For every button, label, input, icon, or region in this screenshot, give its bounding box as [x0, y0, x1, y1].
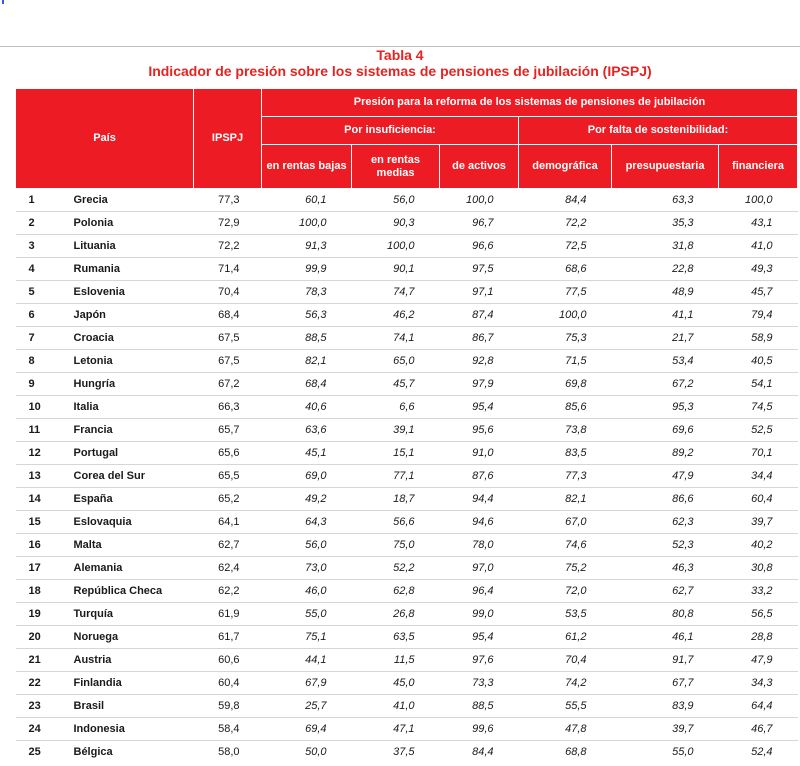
demographic-cell: 83,5	[519, 442, 612, 465]
middle-income-cell: 52,2	[352, 557, 440, 580]
low-income-cell: 88,5	[262, 327, 352, 350]
low-income-cell: 56,3	[262, 304, 352, 327]
ipspj-cell: 68,4	[194, 304, 262, 327]
table-title-block	[0, 47, 800, 80]
financial-cell: 70,1	[719, 442, 798, 465]
financial-cell: 41,0	[719, 235, 798, 258]
country-cell: Letonia	[72, 350, 194, 373]
middle-income-cell: 26,8	[352, 603, 440, 626]
table-subtitle: Indicador de presión sobre los sistemas de pensiones de jubilación (IPSPJ)	[148, 63, 652, 79]
active-cell: 95,4	[440, 626, 519, 649]
rank-cell: 12	[16, 442, 72, 465]
rank-cell: 2	[16, 212, 72, 235]
demographic-cell: 73,8	[519, 419, 612, 442]
financial-cell: 39,7	[719, 511, 798, 534]
budgetary-cell: 67,2	[612, 373, 719, 396]
ipspj-cell: 71,4	[194, 258, 262, 281]
budgetary-cell: 62,7	[612, 580, 719, 603]
ipspj-cell: 70,4	[194, 281, 262, 304]
active-cell: 99,6	[440, 718, 519, 741]
budgetary-cell: 53,4	[612, 350, 719, 373]
rank-cell: 23	[16, 695, 72, 718]
demographic-cell: 72,5	[519, 235, 612, 258]
financial-cell: 34,4	[719, 465, 798, 488]
low-income-cell: 55,0	[262, 603, 352, 626]
ipspj-cell: 60,6	[194, 649, 262, 672]
country-cell: España	[72, 488, 194, 511]
active-cell: 94,4	[440, 488, 519, 511]
rank-cell: 3	[16, 235, 72, 258]
active-cell: 73,3	[440, 672, 519, 695]
ipspj-cell: 66,3	[194, 396, 262, 419]
demographic-cell: 72,2	[519, 212, 612, 235]
middle-income-cell: 6,6	[352, 396, 440, 419]
table-row	[16, 258, 798, 281]
header-country: País	[16, 89, 194, 189]
low-income-cell: 69,0	[262, 465, 352, 488]
rank-cell: 8	[16, 350, 72, 373]
ipspj-cell: 59,8	[194, 695, 262, 718]
budgetary-cell: 89,2	[612, 442, 719, 465]
middle-income-cell: 18,7	[352, 488, 440, 511]
demographic-cell: 82,1	[519, 488, 612, 511]
country-cell: Polonia	[72, 212, 194, 235]
active-cell: 97,0	[440, 557, 519, 580]
country-cell: Italia	[72, 396, 194, 419]
country-cell: Francia	[72, 419, 194, 442]
low-income-cell: 75,1	[262, 626, 352, 649]
active-cell: 86,7	[440, 327, 519, 350]
ipspj-cell: 61,9	[194, 603, 262, 626]
rank-cell: 13	[16, 465, 72, 488]
header-ipspj: IPSPJ	[194, 89, 262, 189]
active-cell: 91,0	[440, 442, 519, 465]
table-row	[16, 580, 798, 603]
demographic-cell: 71,5	[519, 350, 612, 373]
table-row	[16, 672, 798, 695]
table-row	[16, 718, 798, 741]
country-cell: Indonesia	[72, 718, 194, 741]
financial-cell: 28,8	[719, 626, 798, 649]
middle-income-cell: 90,1	[352, 258, 440, 281]
low-income-cell: 78,3	[262, 281, 352, 304]
demographic-cell: 100,0	[519, 304, 612, 327]
financial-cell: 60,4	[719, 488, 798, 511]
table-row	[16, 327, 798, 350]
middle-income-cell: 41,0	[352, 695, 440, 718]
budgetary-cell: 21,7	[612, 327, 719, 350]
financial-cell: 100,0	[719, 189, 798, 212]
ipspj-cell: 62,4	[194, 557, 262, 580]
demographic-cell: 74,2	[519, 672, 612, 695]
financial-cell: 49,3	[719, 258, 798, 281]
rank-cell: 7	[16, 327, 72, 350]
table-row	[16, 741, 798, 764]
financial-cell: 52,5	[719, 419, 798, 442]
table-row	[16, 304, 798, 327]
budgetary-cell: 31,8	[612, 235, 719, 258]
demographic-cell: 84,4	[519, 189, 612, 212]
demographic-cell: 68,6	[519, 258, 612, 281]
rank-cell: 24	[16, 718, 72, 741]
rank-cell: 14	[16, 488, 72, 511]
country-cell: República Checa	[72, 580, 194, 603]
financial-cell: 56,5	[719, 603, 798, 626]
financial-cell: 46,7	[719, 718, 798, 741]
rank-cell: 21	[16, 649, 72, 672]
table-row	[16, 534, 798, 557]
active-cell: 96,7	[440, 212, 519, 235]
country-cell: Eslovenia	[72, 281, 194, 304]
middle-income-cell: 47,1	[352, 718, 440, 741]
budgetary-cell: 46,3	[612, 557, 719, 580]
demographic-cell: 85,6	[519, 396, 612, 419]
middle-income-cell: 74,7	[352, 281, 440, 304]
financial-cell: 74,5	[719, 396, 798, 419]
middle-income-cell: 45,7	[352, 373, 440, 396]
active-cell: 94,6	[440, 511, 519, 534]
country-cell: Portugal	[72, 442, 194, 465]
active-cell: 95,6	[440, 419, 519, 442]
budgetary-cell: 69,6	[612, 419, 719, 442]
active-cell: 96,4	[440, 580, 519, 603]
rank-cell: 18	[16, 580, 72, 603]
rank-cell: 17	[16, 557, 72, 580]
financial-cell: 30,8	[719, 557, 798, 580]
low-income-cell: 45,1	[262, 442, 352, 465]
country-cell: Turquía	[72, 603, 194, 626]
low-income-cell: 63,6	[262, 419, 352, 442]
header-insufficiency: Por insuficiencia:	[262, 117, 519, 145]
demographic-cell: 77,5	[519, 281, 612, 304]
financial-cell: 64,4	[719, 695, 798, 718]
rank-cell: 20	[16, 626, 72, 649]
table-row	[16, 603, 798, 626]
budgetary-cell: 83,9	[612, 695, 719, 718]
financial-cell: 54,1	[719, 373, 798, 396]
budgetary-cell: 41,1	[612, 304, 719, 327]
low-income-cell: 25,7	[262, 695, 352, 718]
corner-mark	[2, 0, 4, 4]
middle-income-cell: 11,5	[352, 649, 440, 672]
active-cell: 100,0	[440, 189, 519, 212]
financial-cell: 79,4	[719, 304, 798, 327]
middle-income-cell: 37,5	[393, 746, 415, 758]
budgetary-cell: 22,8	[612, 258, 719, 281]
financial-cell: 58,9	[719, 327, 798, 350]
budgetary-cell: 91,7	[612, 649, 719, 672]
table-row	[16, 695, 798, 718]
table-row	[16, 442, 798, 465]
middle-income-cell: 74,1	[352, 327, 440, 350]
low-income-cell: 40,6	[262, 396, 352, 419]
ipspj-cell: 62,2	[194, 580, 262, 603]
table-header	[16, 89, 798, 189]
header-low-income: en rentas bajas	[262, 145, 352, 189]
demographic-cell: 75,2	[519, 557, 612, 580]
header-demographic: demográfica	[519, 145, 612, 189]
budgetary-cell: 67,7	[612, 672, 719, 695]
middle-income-cell: 63,5	[352, 626, 440, 649]
middle-income-cell: 56,0	[352, 189, 440, 212]
budgetary-cell: 47,9	[612, 465, 719, 488]
low-income-cell: 50,0	[305, 746, 327, 758]
demographic-cell: 75,3	[519, 327, 612, 350]
country-cell: Noruega	[72, 626, 194, 649]
budgetary-cell: 46,1	[612, 626, 719, 649]
middle-income-cell: 65,0	[352, 350, 440, 373]
table-row	[16, 511, 798, 534]
country-cell: Hungría	[72, 373, 194, 396]
financial-cell: 40,5	[719, 350, 798, 373]
table-title: Tabla 4	[376, 47, 424, 63]
financial-cell: 33,2	[719, 580, 798, 603]
active-cell: 87,6	[440, 465, 519, 488]
ipspj-cell: 65,5	[194, 465, 262, 488]
demographic-cell: 70,4	[519, 649, 612, 672]
low-income-cell: 68,4	[262, 373, 352, 396]
country-cell: Finlandia	[72, 672, 194, 695]
budgetary-cell: 95,3	[612, 396, 719, 419]
budgetary-cell: 86,6	[612, 488, 719, 511]
demographic-cell: 61,2	[519, 626, 612, 649]
header-middle-income: en rentas medias	[352, 145, 440, 189]
ipspj-cell: 65,7	[194, 419, 262, 442]
ipspj-cell: 58,0	[218, 746, 240, 758]
country-cell: Lituania	[72, 235, 194, 258]
country-cell: Brasil	[72, 695, 194, 718]
rank-cell: 5	[16, 281, 72, 304]
active-cell: 78,0	[440, 534, 519, 557]
budgetary-cell: 39,7	[612, 718, 719, 741]
low-income-cell: 69,4	[262, 718, 352, 741]
low-income-cell: 82,1	[262, 350, 352, 373]
active-cell: 99,0	[440, 603, 519, 626]
middle-income-cell: 62,8	[352, 580, 440, 603]
table-body	[16, 189, 798, 764]
table-row	[16, 373, 798, 396]
demographic-cell: 47,8	[519, 718, 612, 741]
country-cell: Bélgica	[73, 746, 113, 758]
financial-cell: 52,4	[751, 746, 773, 758]
rank-cell: 19	[16, 603, 72, 626]
ipspj-cell: 72,2	[194, 235, 262, 258]
active-cell: 97,1	[440, 281, 519, 304]
demographic-cell: 69,8	[519, 373, 612, 396]
low-income-cell: 91,3	[262, 235, 352, 258]
rank-cell: 6	[16, 304, 72, 327]
header-financial: financiera	[719, 145, 798, 189]
table-row	[16, 488, 798, 511]
demographic-cell: 55,5	[519, 695, 612, 718]
header-sustainability: Por falta de sostenibilidad:	[519, 117, 798, 145]
table-row	[16, 235, 798, 258]
active-cell: 87,4	[440, 304, 519, 327]
rank-cell: 9	[16, 373, 72, 396]
active-cell: 92,8	[440, 350, 519, 373]
country-cell: Malta	[72, 534, 194, 557]
country-cell: Croacia	[72, 327, 194, 350]
table-row	[16, 465, 798, 488]
ipspj-cell: 65,6	[194, 442, 262, 465]
budgetary-cell: 62,3	[612, 511, 719, 534]
rank-cell: 16	[16, 534, 72, 557]
middle-income-cell: 39,1	[352, 419, 440, 442]
rank-cell: 1	[16, 189, 72, 212]
low-income-cell: 99,9	[262, 258, 352, 281]
ipspj-cell: 67,5	[194, 350, 262, 373]
budgetary-cell: 63,3	[612, 189, 719, 212]
low-income-cell: 46,0	[262, 580, 352, 603]
demographic-cell: 74,6	[519, 534, 612, 557]
active-cell: 84,4	[472, 746, 494, 758]
country-cell: Eslovaquia	[72, 511, 194, 534]
active-cell: 96,6	[440, 235, 519, 258]
budgetary-cell: 48,9	[612, 281, 719, 304]
low-income-cell: 44,1	[262, 649, 352, 672]
active-cell: 97,5	[440, 258, 519, 281]
active-cell: 97,9	[440, 373, 519, 396]
table-row	[16, 350, 798, 373]
ipspj-cell: 64,1	[194, 511, 262, 534]
low-income-cell: 49,2	[262, 488, 352, 511]
active-cell: 97,6	[440, 649, 519, 672]
ipspj-cell: 62,7	[194, 534, 262, 557]
middle-income-cell: 100,0	[352, 235, 440, 258]
rank-cell: 11	[16, 419, 72, 442]
rank-cell: 4	[16, 258, 72, 281]
ipspj-cell: 65,2	[194, 488, 262, 511]
financial-cell: 34,3	[719, 672, 798, 695]
table-row	[16, 281, 798, 304]
rank-cell: 10	[16, 396, 72, 419]
table-row	[16, 649, 798, 672]
demographic-cell: 68,8	[565, 746, 587, 758]
low-income-cell: 73,0	[262, 557, 352, 580]
low-income-cell: 56,0	[262, 534, 352, 557]
budgetary-cell: 55,0	[672, 746, 694, 758]
ipspj-cell: 77,3	[194, 189, 262, 212]
country-cell: Grecia	[72, 189, 194, 212]
budgetary-cell: 52,3	[612, 534, 719, 557]
rank-cell: 15	[16, 511, 72, 534]
ipspj-cell: 58,4	[194, 718, 262, 741]
financial-cell: 45,7	[719, 281, 798, 304]
country-cell: Alemania	[72, 557, 194, 580]
demographic-cell: 67,0	[519, 511, 612, 534]
demographic-cell: 72,0	[519, 580, 612, 603]
middle-income-cell: 90,3	[352, 212, 440, 235]
budgetary-cell: 35,3	[612, 212, 719, 235]
table-row	[16, 189, 798, 212]
country-cell: Rumania	[72, 258, 194, 281]
country-cell: Corea del Sur	[72, 465, 194, 488]
middle-income-cell: 46,2	[352, 304, 440, 327]
table-row	[16, 557, 798, 580]
header-active: de activos	[440, 145, 519, 189]
financial-cell: 40,2	[719, 534, 798, 557]
ipspj-cell: 61,7	[194, 626, 262, 649]
rank-cell: 25	[28, 746, 41, 758]
active-cell: 95,4	[440, 396, 519, 419]
ipspj-cell: 67,2	[194, 373, 262, 396]
rank-cell: 22	[16, 672, 72, 695]
middle-income-cell: 15,1	[352, 442, 440, 465]
budgetary-cell: 80,8	[612, 603, 719, 626]
table-row	[16, 212, 798, 235]
low-income-cell: 60,1	[262, 189, 352, 212]
middle-income-cell: 56,6	[352, 511, 440, 534]
table-row	[16, 419, 798, 442]
middle-income-cell: 45,0	[352, 672, 440, 695]
demographic-cell: 53,5	[519, 603, 612, 626]
low-income-cell: 67,9	[262, 672, 352, 695]
demographic-cell: 77,3	[519, 465, 612, 488]
ipspj-table	[15, 88, 798, 763]
low-income-cell: 64,3	[262, 511, 352, 534]
financial-cell: 47,9	[719, 649, 798, 672]
country-cell: Austria	[72, 649, 194, 672]
middle-income-cell: 75,0	[352, 534, 440, 557]
ipspj-cell: 67,5	[194, 327, 262, 350]
low-income-cell: 100,0	[262, 212, 352, 235]
header-budgetary: presupuestaria	[612, 145, 719, 189]
table-row	[16, 626, 798, 649]
middle-income-cell: 77,1	[352, 465, 440, 488]
table-row	[16, 396, 798, 419]
header-pressure: Presión para la reforma de los sistemas de pensiones de jubilación	[262, 89, 798, 117]
country-cell: Japón	[72, 304, 194, 327]
financial-cell: 43,1	[719, 212, 798, 235]
active-cell: 88,5	[440, 695, 519, 718]
ipspj-cell: 60,4	[194, 672, 262, 695]
ipspj-cell: 72,9	[194, 212, 262, 235]
